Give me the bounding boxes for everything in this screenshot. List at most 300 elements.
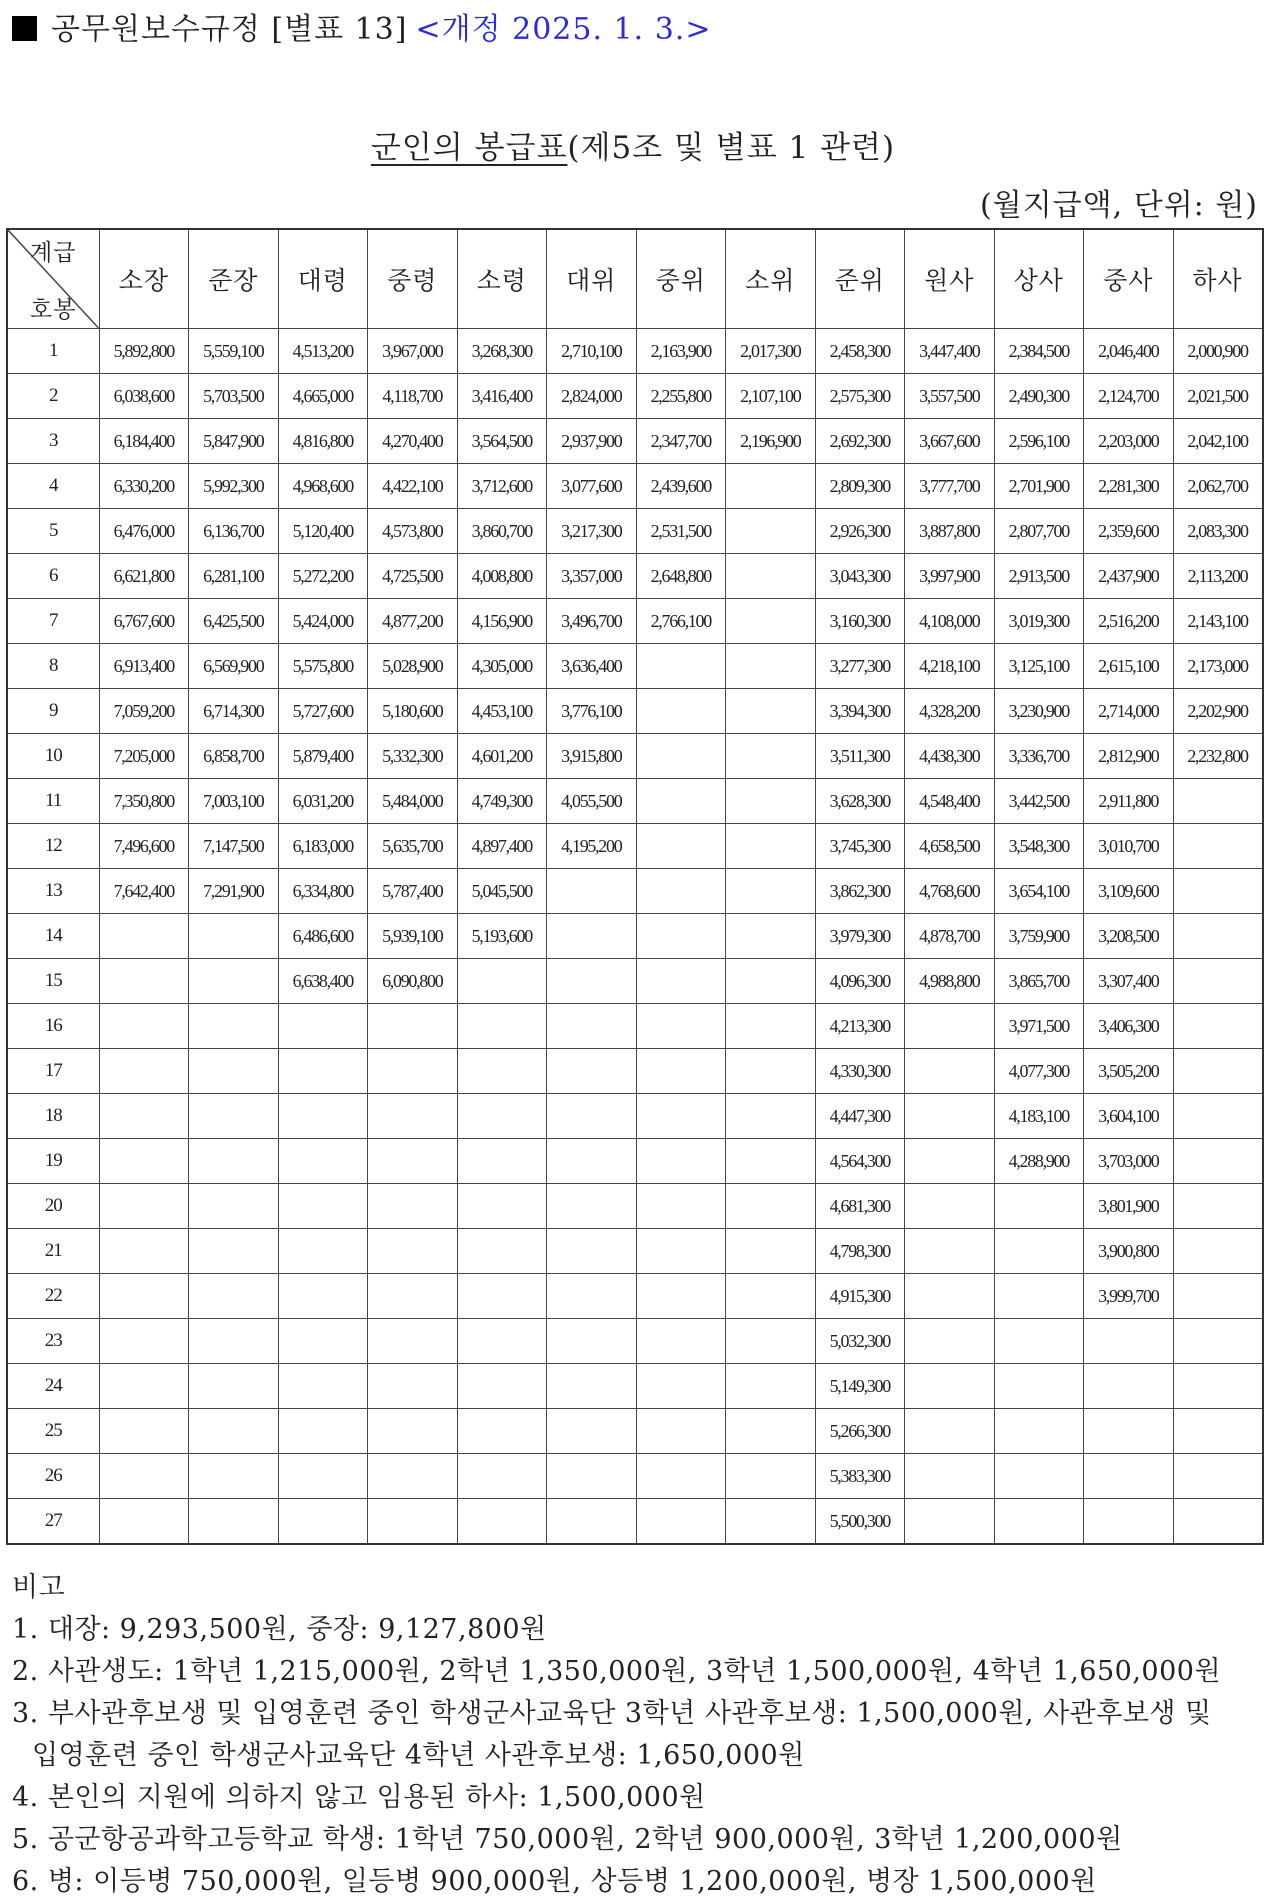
unit-note: (월지급액, 단위: 원) xyxy=(980,188,1258,223)
pay-cell: 5,727,600 xyxy=(278,689,368,734)
pay-cell: 5,180,600 xyxy=(368,689,458,734)
pay-cell: 2,232,800 xyxy=(1173,734,1263,779)
pay-cell xyxy=(278,1409,368,1454)
pay-cell: 3,394,300 xyxy=(815,689,905,734)
pay-cell xyxy=(636,1004,726,1049)
step-cell: 16 xyxy=(7,1004,99,1049)
pay-cell: 3,759,900 xyxy=(994,914,1084,959)
pay-cell: 3,636,400 xyxy=(547,644,637,689)
column-header: 대령 xyxy=(278,229,368,329)
table-row xyxy=(7,824,1263,869)
pay-cell xyxy=(278,1229,368,1274)
pay-cell xyxy=(905,1139,995,1184)
note-item: 1. 대장: 9,293,500원, 중장: 9,127,800원 xyxy=(12,1614,547,1645)
pay-cell: 4,218,100 xyxy=(905,644,995,689)
pay-cell: 2,648,800 xyxy=(636,554,726,599)
pay-cell: 2,000,900 xyxy=(1173,329,1263,374)
pay-cell xyxy=(905,1094,995,1139)
pay-cell: 2,807,700 xyxy=(994,509,1084,554)
pay-cell xyxy=(726,869,816,914)
table-row xyxy=(7,1274,1263,1319)
pay-cell xyxy=(636,959,726,1004)
pay-cell xyxy=(189,1499,279,1545)
pay-cell xyxy=(278,1139,368,1184)
pay-cell xyxy=(547,1319,637,1364)
pay-cell: 3,628,300 xyxy=(815,779,905,824)
pay-cell: 3,307,400 xyxy=(1084,959,1174,1004)
pay-cell xyxy=(905,1004,995,1049)
pay-cell xyxy=(547,1409,637,1454)
pay-cell: 2,255,800 xyxy=(636,374,726,419)
pay-cell xyxy=(636,1499,726,1545)
table-row xyxy=(7,734,1263,779)
table-row xyxy=(7,779,1263,824)
pay-cell xyxy=(726,1274,816,1319)
pay-cell: 4,288,900 xyxy=(994,1139,1084,1184)
pay-cell: 3,860,700 xyxy=(457,509,547,554)
table-row xyxy=(7,959,1263,1004)
step-cell: 27 xyxy=(7,1499,99,1545)
pay-cell: 2,490,300 xyxy=(994,374,1084,419)
pay-cell: 2,710,100 xyxy=(547,329,637,374)
pay-cell: 6,638,400 xyxy=(278,959,368,1004)
pay-cell xyxy=(905,1274,995,1319)
pay-cell: 7,205,000 xyxy=(99,734,189,779)
pay-cell xyxy=(368,1049,458,1094)
pay-cell: 6,281,100 xyxy=(189,554,279,599)
pay-cell xyxy=(457,1094,547,1139)
pay-cell: 3,125,100 xyxy=(994,644,1084,689)
column-header: 소장 xyxy=(99,229,189,329)
pay-cell: 6,136,700 xyxy=(189,509,279,554)
pay-cell: 3,801,900 xyxy=(1084,1184,1174,1229)
pay-cell: 5,045,500 xyxy=(457,869,547,914)
note-item-continuation: 입영훈련 중인 학생군사교육단 4학년 사관후보생: 1,650,000원 xyxy=(32,1740,805,1771)
table-row xyxy=(7,914,1263,959)
pay-cell: 4,897,400 xyxy=(457,824,547,869)
pay-cell xyxy=(636,869,726,914)
pay-cell: 5,847,900 xyxy=(189,419,279,464)
corner-header-cell xyxy=(7,229,99,329)
step-cell: 14 xyxy=(7,914,99,959)
pay-cell xyxy=(726,1184,816,1229)
pay-cell: 6,090,800 xyxy=(368,959,458,1004)
step-cell: 26 xyxy=(7,1454,99,1499)
pay-cell: 2,347,700 xyxy=(636,419,726,464)
pay-cell: 2,458,300 xyxy=(815,329,905,374)
pay-cell: 5,484,000 xyxy=(368,779,458,824)
pay-cell: 5,149,300 xyxy=(815,1364,905,1409)
pay-cell: 5,939,100 xyxy=(368,914,458,959)
pay-cell: 2,124,700 xyxy=(1084,374,1174,419)
pay-cell: 2,143,100 xyxy=(1173,599,1263,644)
table-row xyxy=(7,644,1263,689)
pay-cell xyxy=(278,1499,368,1545)
column-header: 소령 xyxy=(457,229,547,329)
note-item: 6. 병: 이등병 750,000원, 일등병 900,000원, 상등병 1,200,000원, 병장 1,500,000원 xyxy=(12,1866,1097,1897)
pay-cell: 2,824,000 xyxy=(547,374,637,419)
pay-cell xyxy=(726,1454,816,1499)
pay-cell xyxy=(99,914,189,959)
pay-cell xyxy=(189,1454,279,1499)
pay-cell xyxy=(368,1094,458,1139)
pay-cell: 7,350,800 xyxy=(99,779,189,824)
pay-cell xyxy=(189,959,279,1004)
pay-cell: 2,809,300 xyxy=(815,464,905,509)
pay-cell: 5,575,800 xyxy=(278,644,368,689)
pay-cell xyxy=(99,959,189,1004)
table-row xyxy=(7,869,1263,914)
step-cell: 9 xyxy=(7,689,99,734)
pay-cell xyxy=(1084,1409,1174,1454)
pay-cell: 6,031,200 xyxy=(278,779,368,824)
pay-cell: 5,703,500 xyxy=(189,374,279,419)
pay-cell xyxy=(994,1499,1084,1545)
step-cell: 3 xyxy=(7,419,99,464)
pay-cell: 4,573,800 xyxy=(368,509,458,554)
pay-cell: 2,017,300 xyxy=(726,329,816,374)
pay-cell: 3,268,300 xyxy=(457,329,547,374)
step-cell: 25 xyxy=(7,1409,99,1454)
pay-cell xyxy=(278,1004,368,1049)
pay-cell: 2,701,900 xyxy=(994,464,1084,509)
pay-cell: 4,195,200 xyxy=(547,824,637,869)
pay-cell xyxy=(547,1139,637,1184)
pay-cell xyxy=(368,1184,458,1229)
pay-cell: 3,999,700 xyxy=(1084,1274,1174,1319)
step-cell: 24 xyxy=(7,1364,99,1409)
pay-cell xyxy=(1173,824,1263,869)
pay-cell: 5,028,900 xyxy=(368,644,458,689)
pay-cell: 4,270,400 xyxy=(368,419,458,464)
pay-cell xyxy=(726,644,816,689)
pay-cell: 3,109,600 xyxy=(1084,869,1174,914)
pay-cell: 7,059,200 xyxy=(99,689,189,734)
pay-cell xyxy=(99,1454,189,1499)
pay-cell xyxy=(994,1274,1084,1319)
pay-cell: 4,915,300 xyxy=(815,1274,905,1319)
pay-cell xyxy=(368,1499,458,1545)
pay-cell: 2,766,100 xyxy=(636,599,726,644)
pay-cell: 4,878,700 xyxy=(905,914,995,959)
title-reference: (제5조 및 별표 1 관련) xyxy=(567,130,896,166)
pay-cell xyxy=(99,1274,189,1319)
pay-cell xyxy=(368,1139,458,1184)
step-cell: 20 xyxy=(7,1184,99,1229)
pay-cell xyxy=(457,1364,547,1409)
pay-cell: 4,055,500 xyxy=(547,779,637,824)
pay-cell: 5,635,700 xyxy=(368,824,458,869)
pay-cell: 2,714,000 xyxy=(1084,689,1174,734)
pay-cell: 2,173,000 xyxy=(1173,644,1263,689)
table-row xyxy=(7,1094,1263,1139)
pay-cell: 6,334,800 xyxy=(278,869,368,914)
table-row xyxy=(7,1364,1263,1409)
pay-cell xyxy=(1173,1454,1263,1499)
pay-cell: 2,359,600 xyxy=(1084,509,1174,554)
pay-cell: 3,548,300 xyxy=(994,824,1084,869)
pay-cell xyxy=(726,1004,816,1049)
pay-cell xyxy=(726,1139,816,1184)
pay-cell: 3,865,700 xyxy=(994,959,1084,1004)
pay-cell xyxy=(1084,1499,1174,1545)
pay-cell xyxy=(636,1364,726,1409)
pay-cell: 7,496,600 xyxy=(99,824,189,869)
pay-cell: 4,108,000 xyxy=(905,599,995,644)
column-header: 원사 xyxy=(905,229,995,329)
pay-table xyxy=(6,228,1264,1545)
pay-cell xyxy=(905,1229,995,1274)
pay-cell xyxy=(457,1409,547,1454)
pay-cell xyxy=(1173,869,1263,914)
pay-cell: 2,812,900 xyxy=(1084,734,1174,779)
pay-cell xyxy=(636,779,726,824)
pay-cell: 4,564,300 xyxy=(815,1139,905,1184)
pay-cell: 4,183,100 xyxy=(994,1094,1084,1139)
pay-cell xyxy=(726,1229,816,1274)
pay-cell xyxy=(636,689,726,734)
pay-cell: 3,357,000 xyxy=(547,554,637,599)
pay-cell xyxy=(1173,1094,1263,1139)
pay-cell xyxy=(726,734,816,779)
step-cell: 13 xyxy=(7,869,99,914)
pay-cell: 2,062,700 xyxy=(1173,464,1263,509)
note-item: 4. 본인의 지원에 의하지 않고 임용된 하사: 1,500,000원 xyxy=(12,1782,706,1813)
pay-cell xyxy=(189,1364,279,1409)
pay-cell: 4,877,200 xyxy=(368,599,458,644)
pay-cell xyxy=(726,914,816,959)
pay-cell xyxy=(278,1049,368,1094)
pay-cell: 4,213,300 xyxy=(815,1004,905,1049)
pay-cell: 6,476,000 xyxy=(99,509,189,554)
pay-cell xyxy=(1173,914,1263,959)
pay-cell xyxy=(368,1319,458,1364)
pay-cell: 3,971,500 xyxy=(994,1004,1084,1049)
pay-cell xyxy=(278,1319,368,1364)
table-row xyxy=(7,464,1263,509)
pay-cell: 2,196,900 xyxy=(726,419,816,464)
pay-cell: 6,714,300 xyxy=(189,689,279,734)
pay-cell: 3,442,500 xyxy=(994,779,1084,824)
pay-cell xyxy=(905,1184,995,1229)
step-cell: 5 xyxy=(7,509,99,554)
pay-cell xyxy=(99,1049,189,1094)
pay-cell xyxy=(994,1364,1084,1409)
pay-cell xyxy=(726,1094,816,1139)
pay-cell: 3,667,600 xyxy=(905,419,995,464)
pay-cell: 7,291,900 xyxy=(189,869,279,914)
table-row xyxy=(7,1139,1263,1184)
step-cell: 2 xyxy=(7,374,99,419)
pay-cell xyxy=(636,1454,726,1499)
pay-cell: 6,913,400 xyxy=(99,644,189,689)
pay-cell xyxy=(547,1184,637,1229)
pay-cell: 2,439,600 xyxy=(636,464,726,509)
pay-cell: 4,422,100 xyxy=(368,464,458,509)
pay-cell xyxy=(547,1004,637,1049)
pay-cell xyxy=(457,1049,547,1094)
amendment-date: <개정 2025. 1. 3.> xyxy=(415,12,712,47)
pay-cell: 4,453,100 xyxy=(457,689,547,734)
pay-cell xyxy=(189,914,279,959)
pay-cell xyxy=(1173,1184,1263,1229)
pay-cell: 3,010,700 xyxy=(1084,824,1174,869)
pay-cell: 6,767,600 xyxy=(99,599,189,644)
pay-cell: 3,019,300 xyxy=(994,599,1084,644)
pay-cell xyxy=(1173,1319,1263,1364)
table-body xyxy=(7,329,1263,1545)
pay-cell xyxy=(99,1499,189,1545)
step-cell: 1 xyxy=(7,329,99,374)
pay-cell xyxy=(547,914,637,959)
pay-cell xyxy=(368,1409,458,1454)
table-row xyxy=(7,554,1263,599)
pay-cell: 5,120,400 xyxy=(278,509,368,554)
notes-heading: 비고 xyxy=(12,1572,66,1603)
pay-cell xyxy=(636,644,726,689)
pay-cell: 2,516,200 xyxy=(1084,599,1174,644)
pay-cell xyxy=(278,1364,368,1409)
pay-cell xyxy=(1173,1049,1263,1094)
pay-cell: 6,184,400 xyxy=(99,419,189,464)
pay-cell xyxy=(636,1139,726,1184)
pay-cell xyxy=(1173,779,1263,824)
pay-cell: 6,038,600 xyxy=(99,374,189,419)
pay-cell xyxy=(726,599,816,644)
pay-cell: 2,913,500 xyxy=(994,554,1084,599)
pay-cell: 2,021,500 xyxy=(1173,374,1263,419)
page-title xyxy=(0,126,1266,170)
pay-cell: 4,658,500 xyxy=(905,824,995,869)
note-item: 2. 사관생도: 1학년 1,215,000원, 2학년 1,350,000원, 3학년 1,500,000원, 4학년 1,650,000원 xyxy=(12,1656,1222,1687)
pay-cell xyxy=(278,1274,368,1319)
pay-cell xyxy=(636,914,726,959)
pay-cell: 5,559,100 xyxy=(189,329,279,374)
pay-cell xyxy=(99,1319,189,1364)
pay-cell: 5,424,000 xyxy=(278,599,368,644)
pay-cell xyxy=(547,1094,637,1139)
pay-cell xyxy=(278,1094,368,1139)
pay-cell: 4,447,300 xyxy=(815,1094,905,1139)
table-row xyxy=(7,1319,1263,1364)
pay-cell: 2,911,800 xyxy=(1084,779,1174,824)
notes-section xyxy=(12,1567,1262,1903)
pay-cell xyxy=(189,1094,279,1139)
pay-cell xyxy=(99,1364,189,1409)
pay-cell xyxy=(636,1229,726,1274)
table-row xyxy=(7,509,1263,554)
pay-cell xyxy=(457,959,547,1004)
pay-cell xyxy=(636,824,726,869)
pay-cell: 2,202,900 xyxy=(1173,689,1263,734)
step-cell: 15 xyxy=(7,959,99,1004)
pay-cell xyxy=(1173,1004,1263,1049)
pay-cell xyxy=(457,1454,547,1499)
table-row xyxy=(7,1499,1263,1545)
pay-cell: 4,330,300 xyxy=(815,1049,905,1094)
pay-cell: 5,892,800 xyxy=(99,329,189,374)
pay-cell xyxy=(457,1274,547,1319)
pay-cell xyxy=(189,1004,279,1049)
pay-cell xyxy=(726,1364,816,1409)
pay-cell: 7,003,100 xyxy=(189,779,279,824)
pay-cell xyxy=(1084,1454,1174,1499)
pay-cell: 6,183,000 xyxy=(278,824,368,869)
pay-cell: 2,437,900 xyxy=(1084,554,1174,599)
pay-cell: 4,725,500 xyxy=(368,554,458,599)
pay-cell: 4,096,300 xyxy=(815,959,905,1004)
pay-cell xyxy=(726,959,816,1004)
pay-cell: 3,416,400 xyxy=(457,374,547,419)
pay-cell xyxy=(994,1184,1084,1229)
pay-cell xyxy=(905,1409,995,1454)
pay-cell xyxy=(99,1004,189,1049)
pay-cell: 3,703,000 xyxy=(1084,1139,1174,1184)
pay-cell xyxy=(726,824,816,869)
pay-cell xyxy=(457,1229,547,1274)
pay-cell xyxy=(726,779,816,824)
pay-cell xyxy=(905,1499,995,1545)
pay-cell xyxy=(547,959,637,1004)
pay-cell xyxy=(189,1409,279,1454)
pay-cell xyxy=(189,1049,279,1094)
pay-cell: 6,621,800 xyxy=(99,554,189,599)
pay-cell: 3,997,900 xyxy=(905,554,995,599)
pay-cell: 2,203,000 xyxy=(1084,419,1174,464)
pay-cell xyxy=(726,1049,816,1094)
step-cell: 19 xyxy=(7,1139,99,1184)
pay-cell xyxy=(547,869,637,914)
pay-cell xyxy=(726,509,816,554)
pay-cell: 3,900,800 xyxy=(1084,1229,1174,1274)
pay-cell xyxy=(905,1049,995,1094)
pay-cell: 4,513,200 xyxy=(278,329,368,374)
pay-cell: 3,160,300 xyxy=(815,599,905,644)
step-cell: 17 xyxy=(7,1049,99,1094)
pay-cell: 3,712,600 xyxy=(457,464,547,509)
pay-cell: 2,615,100 xyxy=(1084,644,1174,689)
pay-cell: 2,083,300 xyxy=(1173,509,1263,554)
pay-cell: 4,798,300 xyxy=(815,1229,905,1274)
pay-cell: 5,992,300 xyxy=(189,464,279,509)
black-square-icon xyxy=(12,16,37,41)
pay-cell: 3,496,700 xyxy=(547,599,637,644)
pay-cell: 6,858,700 xyxy=(189,734,279,779)
pay-cell: 4,601,200 xyxy=(457,734,547,779)
table-row xyxy=(7,1409,1263,1454)
pay-cell xyxy=(726,1319,816,1364)
pay-cell xyxy=(1084,1319,1174,1364)
pay-cell: 3,777,700 xyxy=(905,464,995,509)
pay-cell: 3,043,300 xyxy=(815,554,905,599)
pay-cell: 7,642,400 xyxy=(99,869,189,914)
pay-cell: 2,692,300 xyxy=(815,419,905,464)
table-row xyxy=(7,419,1263,464)
table-row xyxy=(7,1229,1263,1274)
pay-cell xyxy=(189,1229,279,1274)
pay-cell: 5,332,300 xyxy=(368,734,458,779)
pay-cell: 3,979,300 xyxy=(815,914,905,959)
pay-cell: 3,604,100 xyxy=(1084,1094,1174,1139)
step-cell: 6 xyxy=(7,554,99,599)
pay-cell: 2,107,100 xyxy=(726,374,816,419)
note-item: 3. 부사관후보생 및 입영훈련 중인 학생군사교육단 3학년 사관후보생: 1,500,000원, 사관후보생 및 xyxy=(12,1698,1212,1729)
column-header: 소위 xyxy=(726,229,816,329)
pay-cell xyxy=(99,1094,189,1139)
pay-cell xyxy=(368,1229,458,1274)
pay-cell xyxy=(368,1004,458,1049)
pay-cell: 5,032,300 xyxy=(815,1319,905,1364)
